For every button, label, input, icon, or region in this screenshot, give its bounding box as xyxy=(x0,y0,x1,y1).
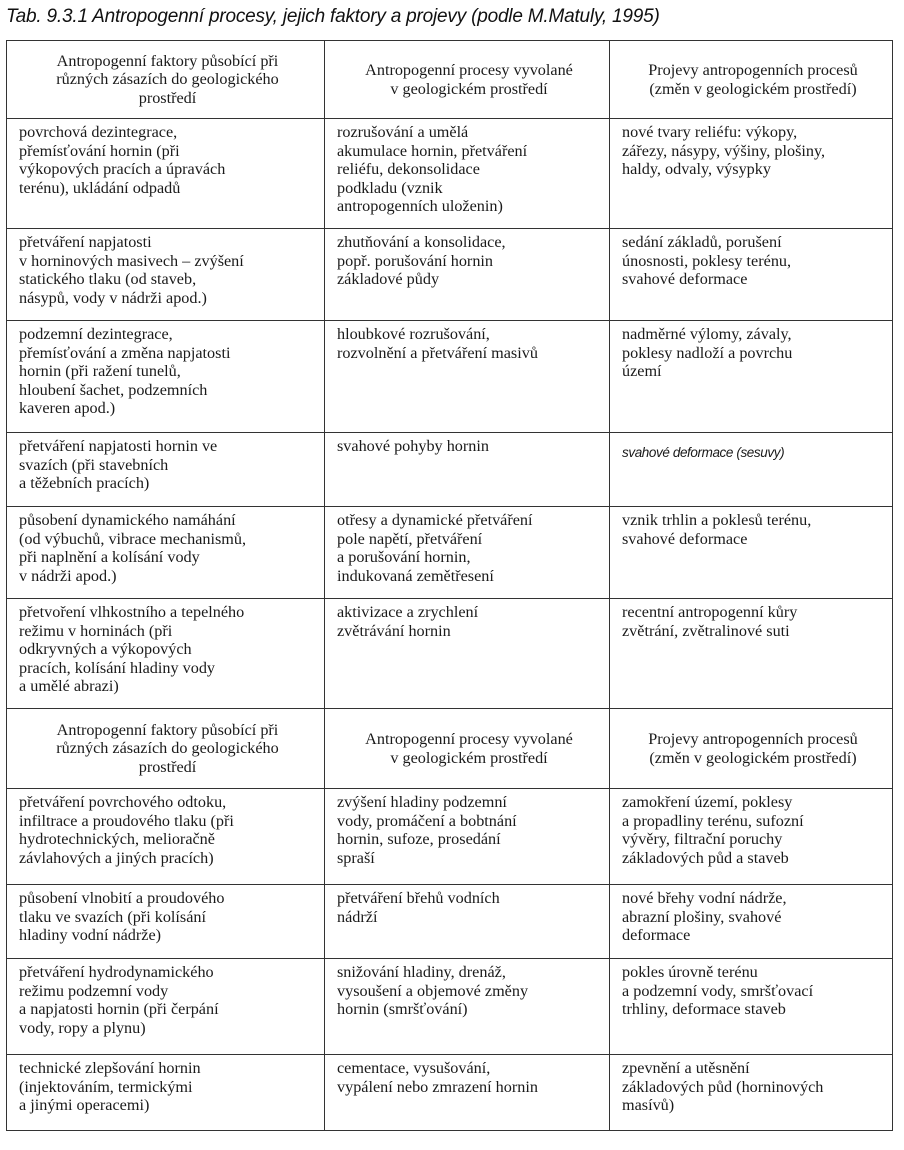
table-row xyxy=(7,959,893,1055)
effect-cell: vznik trhlin a poklesů terénu, svahové deformace xyxy=(610,507,893,599)
table-row xyxy=(7,321,893,433)
process-cell: aktivizace a zrychlení zvětrávání hornin xyxy=(325,599,610,709)
factor-cell: přetváření napjatosti v horninových masivech – zvýšení statického tlaku (od staveb, násypů, vody v nádrži apod.) xyxy=(7,229,325,321)
header-processes: Antropogenní procesy vyvolané v geologickém prostředí xyxy=(325,709,610,789)
effect-cell: pokles úrovně terénu a podzemní vody, smršťovací trhliny, deformace staveb xyxy=(610,959,893,1055)
table-row xyxy=(7,885,893,959)
process-cell: snižování hladiny, drenáž, vysoušení a objemové změny hornin (smršťování) xyxy=(325,959,610,1055)
factor-cell: podzemní dezintegrace, přemísťování a změna napjatosti hornin (při ražení tunelů, hloubení šachet, podzemních kaveren apod.) xyxy=(7,321,325,433)
header-effects: Projevy antropogenních procesů (změn v geologickém prostředí) xyxy=(610,709,893,789)
process-cell: otřesy a dynamické přetváření pole napětí, přetváření a porušování hornin, indukovaná zemětřesení xyxy=(325,507,610,599)
process-cell: přetváření břehů vodních nádrží xyxy=(325,885,610,959)
effect-cell: svahové deformace (sesuvy) xyxy=(610,433,893,507)
table-row xyxy=(7,1055,893,1131)
table-row xyxy=(7,507,893,599)
effect-cell: recentní antropogenní kůry zvětrání, zvětralinové suti xyxy=(610,599,893,709)
table-caption: Tab. 9.3.1 Antropogenní procesy, jejich faktory a projevy (podle M.Matuly, 1995) xyxy=(6,6,660,27)
effect-cell: nové břehy vodní nádrže, abrazní plošiny, svahové deformace xyxy=(610,885,893,959)
factor-cell: povrchová dezintegrace, přemísťování hornin (při výkopových pracích a úpravách terénu), ukládání odpadů xyxy=(7,119,325,229)
table-header-row xyxy=(7,41,893,119)
header-processes: Antropogenní procesy vyvolané v geologickém prostředí xyxy=(325,41,610,119)
processes-table xyxy=(6,40,893,1131)
factor-cell: působení vlnobití a proudového tlaku ve svazích (při kolísání hladiny vodní nádrže) xyxy=(7,885,325,959)
factor-cell: přetvoření vlhkostního a tepelného režimu v horninách (při odkryvných a výkopových pracích, kolísání hladiny vody a umělé abrazi) xyxy=(7,599,325,709)
factor-cell: přetváření povrchového odtoku, infiltrace a proudového tlaku (při hydrotechnických, melioračně závlahových a jiných pracích) xyxy=(7,789,325,885)
factor-cell: technické zlepšování hornin (injektováním, termickými a jinými operacemi) xyxy=(7,1055,325,1131)
header-factors: Antropogenní faktory působící při různých zásazích do geologického prostředí xyxy=(7,709,325,789)
effect-cell: nadměrné výlomy, závaly, poklesy nadloží a povrchu území xyxy=(610,321,893,433)
factor-cell: přetváření napjatosti hornin ve svazích (při stavebních a těžebních pracích) xyxy=(7,433,325,507)
process-cell: cementace, vysušování, vypálení nebo zmrazení hornin xyxy=(325,1055,610,1131)
table-header-row xyxy=(7,709,893,789)
header-effects: Projevy antropogenních procesů (změn v geologickém prostředí) xyxy=(610,41,893,119)
effect-cell: nové tvary reliéfu: výkopy, zářezy, násypy, výšiny, plošiny, haldy, odvaly, výsypky xyxy=(610,119,893,229)
process-cell: zvýšení hladiny podzemní vody, promáčení a bobtnání hornin, sufoze, prosedání spraší xyxy=(325,789,610,885)
table-row xyxy=(7,433,893,507)
process-cell: rozrušování a umělá akumulace hornin, přetváření reliéfu, dekonsolidace podkladu (vznik antropogenních uloženin) xyxy=(325,119,610,229)
process-cell: svahové pohyby hornin xyxy=(325,433,610,507)
table-row xyxy=(7,229,893,321)
factor-cell: přetváření hydrodynamického režimu podzemní vody a napjatosti hornin (při čerpání vody, ropy a plynu) xyxy=(7,959,325,1055)
effect-cell: sedání základů, porušení únosnosti, poklesy terénu, svahové deformace xyxy=(610,229,893,321)
process-cell: zhutňování a konsolidace, popř. porušování hornin základové půdy xyxy=(325,229,610,321)
table-row xyxy=(7,599,893,709)
table-row xyxy=(7,789,893,885)
table-row xyxy=(7,119,893,229)
process-cell: hloubkové rozrušování, rozvolnění a přetváření masivů xyxy=(325,321,610,433)
header-factors: Antropogenní faktory působící při různých zásazích do geologického prostředí xyxy=(7,41,325,119)
effect-cell: zamokření území, poklesy a propadliny terénu, sufozní vývěry, filtrační poruchy základových půd a staveb xyxy=(610,789,893,885)
factor-cell: působení dynamického namáhání (od výbuchů, vibrace mechanismů, při naplnění a kolísání vody v nádrži apod.) xyxy=(7,507,325,599)
effect-cell: zpevnění a utěsnění základových půd (horninových masívů) xyxy=(610,1055,893,1131)
